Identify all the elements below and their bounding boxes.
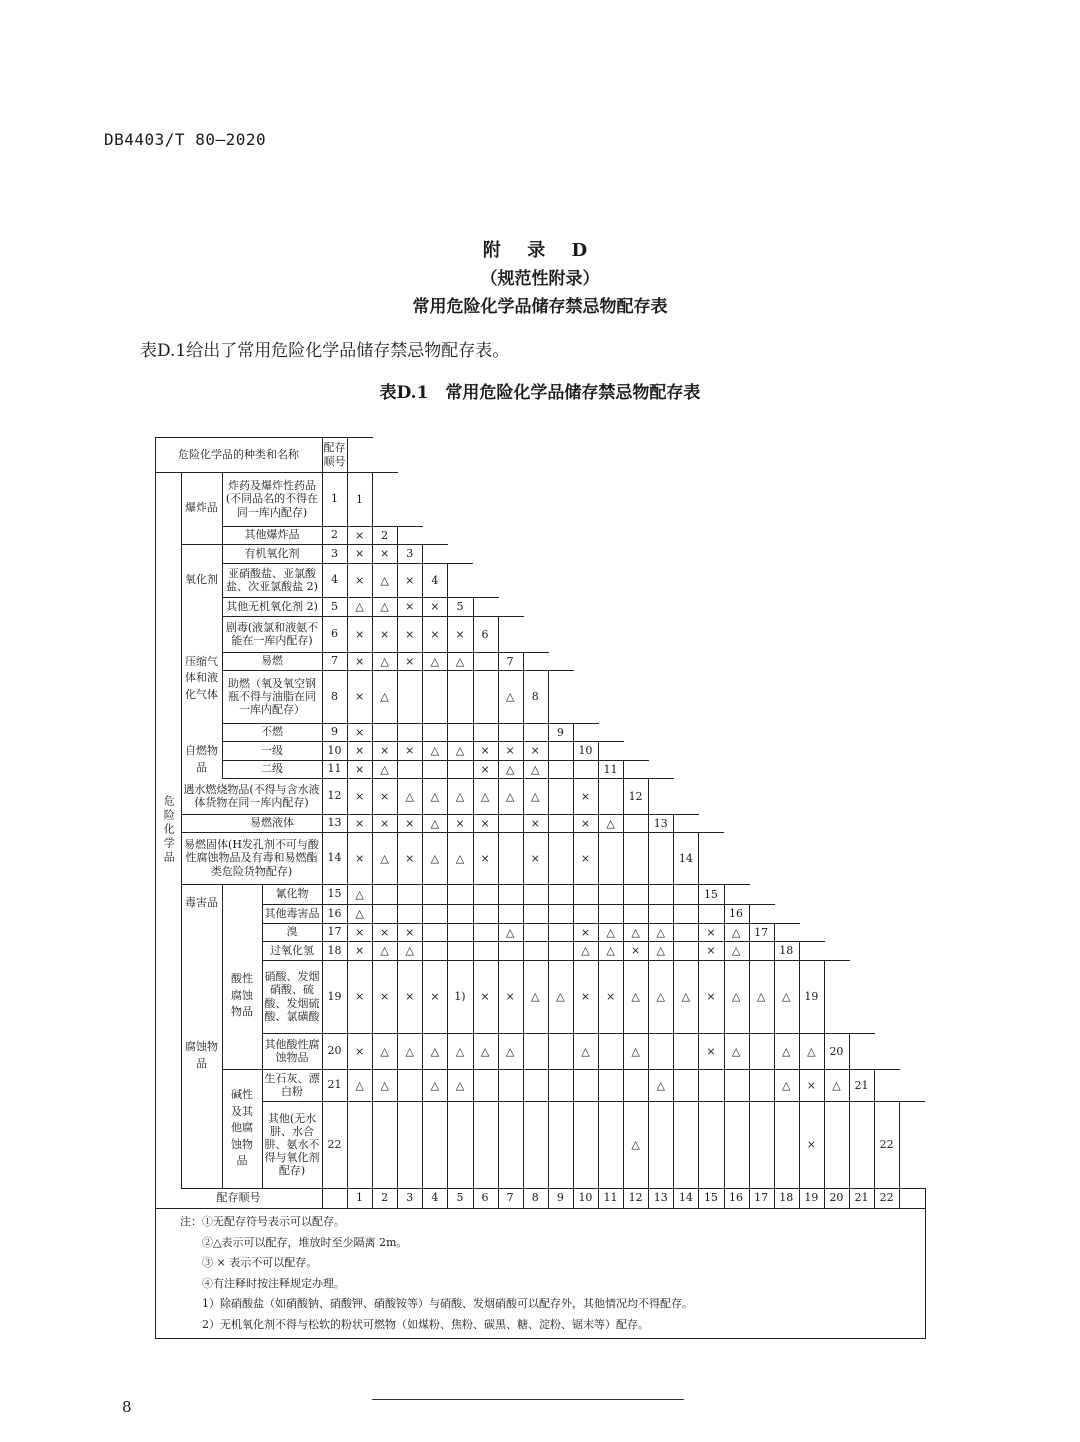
row-name: 易燃: [261, 654, 283, 668]
grid-line: [222, 884, 223, 924]
appendix-name: 常用危险化学品储存禁忌物配存表: [412, 297, 668, 317]
compat-cell: ×: [480, 851, 490, 865]
group-label: 压缩气体和液化气体: [185, 654, 218, 701]
compat-cell: ×: [806, 1138, 816, 1151]
compat-cell: ×: [706, 944, 716, 957]
row-order-number: 15: [327, 887, 342, 901]
compat-cell: △: [656, 1078, 665, 1092]
compat-cell: △: [656, 990, 665, 1003]
column-order-number: 15: [703, 1191, 718, 1205]
row-order-number: 12: [327, 789, 342, 803]
compat-cell: △: [430, 1044, 440, 1058]
row-order-number: 3: [331, 546, 338, 560]
compat-cell: △: [556, 990, 565, 1003]
compat-cell: ×: [405, 744, 415, 757]
grid-line: [262, 923, 263, 1189]
compat-cell: △: [505, 762, 515, 776]
compat-cell: ×: [505, 990, 515, 1003]
compat-cell: ×: [354, 547, 365, 560]
compat-cell: △: [581, 944, 590, 957]
grid-line: [548, 670, 549, 1209]
compat-cell: △: [380, 1044, 389, 1058]
compat-cell: ×: [530, 816, 540, 830]
grid-line: [498, 616, 524, 617]
compat-cell: ×: [380, 816, 390, 830]
row-order-number: 7: [331, 654, 338, 668]
compat-cell: △: [731, 990, 741, 1003]
row-name: 其他爆炸品: [244, 528, 300, 542]
column-order-number: 10: [578, 1191, 593, 1205]
compat-cell: 10: [578, 744, 593, 757]
compat-cell: ×: [706, 1044, 716, 1058]
compat-cell: ×: [605, 990, 616, 1003]
column-order-number: 19: [804, 1191, 819, 1205]
column-order-number: 13: [653, 1191, 668, 1205]
row-name: 硝酸、发烟硝酸、硫酸、发烟硫酸、氯磺酸: [264, 970, 320, 1023]
row-name: 一级: [261, 743, 283, 757]
row-order-number: 18: [327, 943, 342, 957]
row-order-number: 14: [327, 851, 342, 865]
grid-line: [523, 652, 524, 1209]
compat-cell: △: [455, 654, 465, 668]
compat-cell: ×: [405, 851, 415, 865]
grid-line: [849, 1033, 875, 1034]
compat-cell: △: [656, 925, 665, 939]
grid-line: [899, 1101, 900, 1209]
compat-cell: ×: [580, 990, 591, 1003]
compat-cell: △: [380, 851, 389, 865]
grid-line: [181, 472, 182, 1189]
compat-cell: △: [681, 990, 691, 1003]
grid-line: [573, 723, 599, 724]
compat-cell: ×: [354, 925, 365, 939]
row-order-number: 19: [327, 989, 342, 1003]
compat-cell: ×: [354, 627, 365, 641]
grid-line: [925, 1188, 926, 1339]
grid-line: [473, 597, 499, 598]
compat-cell: △: [832, 1078, 841, 1092]
compat-cell: 8: [531, 690, 539, 703]
row-order-number: 17: [327, 925, 342, 939]
compat-cell: 12: [628, 789, 643, 803]
row-order-number: 21: [327, 1078, 342, 1092]
row-name: 易燃液体: [250, 816, 294, 830]
grid-line: [222, 616, 223, 742]
compat-cell: ×: [455, 816, 465, 830]
compat-cell: ×: [480, 816, 490, 830]
compat-cell: ×: [354, 816, 365, 830]
column-order-number: 2: [381, 1191, 389, 1205]
row-order-number: 8: [331, 689, 338, 703]
column-order-number: 12: [628, 1191, 643, 1205]
compat-cell: △: [430, 654, 440, 668]
grid-line: [397, 526, 423, 527]
group-label: 自燃物品: [185, 744, 218, 774]
column-order-number: 14: [678, 1191, 693, 1205]
row-name: 易燃固体(H发孔剂不可与酸性腐蚀物品及有毒和易燃酯类危险货物配存): [184, 838, 319, 878]
row-order-number: 10: [327, 743, 342, 757]
grid-line: [222, 923, 223, 1189]
compat-cell: △: [531, 762, 540, 776]
row-name: 氰化物: [275, 887, 309, 901]
grid-line: [749, 904, 775, 905]
column-order-number: 4: [431, 1191, 439, 1205]
row-name: 炸药及爆炸性药品(不同品名的不得在同一库内配存): [225, 479, 319, 519]
compat-cell: ×: [480, 990, 490, 1003]
compat-cell: 9: [556, 725, 564, 739]
grid-line: [698, 832, 724, 833]
compat-cell: △: [480, 1044, 490, 1058]
grid-line: [824, 960, 850, 961]
grid-line: [548, 670, 574, 671]
grid-line: [155, 1338, 926, 1339]
column-order-number: 18: [779, 1191, 794, 1205]
row-name: 亚硝酸盐、亚氯酸盐、次亚氯酸盐 2): [226, 566, 318, 593]
column-order-number: 17: [754, 1191, 769, 1205]
compat-cell: ×: [354, 528, 365, 542]
outer-category-label: 危险化学品: [162, 795, 176, 865]
table-note: ④有注释时按注释规定办理。: [202, 1276, 345, 1290]
compat-cell: ×: [580, 816, 591, 830]
compat-cell: 1: [356, 492, 364, 506]
group-label: 氧化剂: [185, 572, 218, 586]
row-name: 不燃: [261, 725, 283, 739]
compat-cell: ×: [405, 600, 415, 613]
compat-cell: ×: [380, 627, 390, 641]
column-order-number: 8: [531, 1191, 539, 1205]
column-order-number: 3: [406, 1191, 414, 1205]
document-code: DB4403/T 80—2020: [104, 130, 267, 149]
compat-cell: ×: [354, 1044, 365, 1058]
footer-rule: [372, 1399, 684, 1400]
compat-cell: △: [355, 600, 364, 613]
table-note: 注：①无配存符号表示可以配存。: [180, 1215, 345, 1228]
page-number: 8: [122, 1398, 132, 1416]
compat-cell: △: [531, 789, 540, 803]
row-name: 遇水燃烧物品(不得与含水液体货物在同一库内配存): [183, 782, 320, 809]
compat-cell: ×: [380, 547, 390, 560]
compat-cell: ×: [354, 944, 365, 957]
compat-cell: 22: [879, 1138, 894, 1151]
compat-cell: △: [606, 925, 615, 939]
group-label: 毒害品: [185, 896, 218, 910]
compat-cell: 7: [506, 654, 514, 668]
grid-line: [899, 1101, 925, 1102]
compat-cell: ×: [455, 627, 465, 641]
compat-cell: △: [355, 887, 364, 901]
compat-cell: △: [455, 851, 465, 865]
row-name: 生石灰、漂白粉: [264, 1071, 320, 1098]
row-order-number: 4: [331, 573, 338, 587]
compat-cell: △: [355, 907, 364, 920]
compat-cell: 5: [456, 600, 464, 613]
column-order-number: 20: [829, 1191, 844, 1205]
compat-cell: 4: [431, 573, 439, 587]
compat-cell: △: [455, 744, 465, 757]
compat-cell: △: [380, 600, 389, 613]
compat-cell: ×: [580, 789, 591, 803]
intro-paragraph: 表D.1给出了常用危险化学品储存禁忌物配存表。: [140, 341, 510, 361]
compat-cell: △: [606, 944, 615, 957]
compat-cell: 6: [481, 627, 489, 641]
compat-cell: ×: [430, 990, 440, 1003]
compat-cell: ×: [430, 600, 440, 613]
compat-cell: △: [581, 1044, 590, 1058]
appendix-title: 附 录 D: [482, 240, 598, 261]
compat-cell: △: [631, 1044, 640, 1058]
compat-cell: △: [731, 944, 741, 957]
compat-cell: 15: [703, 887, 718, 901]
compat-cell: △: [380, 690, 389, 703]
compat-cell: 11: [603, 762, 618, 776]
compat-cell: ×: [706, 990, 716, 1003]
column-order-number: 16: [729, 1191, 744, 1205]
compat-cell: ×: [354, 725, 365, 739]
compat-cell: ×: [405, 654, 415, 668]
compat-cell: △: [731, 1044, 741, 1058]
compat-cell: 16: [729, 907, 744, 920]
compat-cell: ×: [354, 573, 365, 587]
grid-line: [673, 814, 699, 815]
compat-cell: ×: [530, 851, 540, 865]
compat-cell: ×: [380, 990, 390, 1003]
compat-cell: △: [782, 990, 791, 1003]
compat-cell: 20: [829, 1044, 844, 1058]
compat-cell: △: [405, 1044, 414, 1058]
compat-cell: 21: [854, 1078, 869, 1092]
row-name: 过氧化氢: [270, 943, 314, 957]
compat-cell: △: [505, 789, 515, 803]
compat-cell: ×: [405, 925, 415, 939]
grid-line: [623, 760, 649, 761]
row-name: 剧毒(液氯和液氨不能在一库内配存): [225, 620, 319, 647]
compat-cell: 17: [754, 925, 769, 939]
grid-line: [473, 597, 474, 1209]
compat-cell: △: [480, 789, 490, 803]
compat-cell: ×: [405, 816, 415, 830]
compat-cell: ×: [354, 990, 365, 1003]
compat-cell: △: [656, 944, 665, 957]
grid-line: [849, 1033, 850, 1209]
table-title: 表D.1 常用危险化学品储存禁忌物配存表: [379, 383, 701, 403]
row-order-number: 20: [327, 1044, 342, 1058]
compat-cell: △: [380, 573, 389, 587]
compat-cell: △: [631, 990, 640, 1003]
compat-cell: 2: [381, 528, 389, 542]
grid-line: [724, 884, 750, 885]
compat-cell: △: [782, 1078, 791, 1092]
compat-cell: △: [455, 789, 465, 803]
row-order-number: 9: [331, 725, 338, 739]
grid-line: [598, 741, 624, 742]
group-label: 腐蚀物品: [185, 1040, 218, 1070]
grid-line: [222, 741, 223, 779]
grid-line: [648, 778, 674, 779]
grid-line: [523, 652, 549, 653]
compat-cell: 14: [678, 851, 693, 865]
compat-cell: △: [505, 925, 515, 939]
compat-cell: ×: [354, 690, 365, 703]
compat-cell: △: [455, 1044, 465, 1058]
compat-cell: ×: [480, 762, 490, 776]
grid-line: [422, 544, 448, 545]
compat-cell: ×: [631, 944, 641, 957]
row-name: 其他无机氧化剂 2): [226, 599, 318, 613]
column-order-number: 21: [854, 1191, 869, 1205]
compat-cell: ×: [430, 627, 440, 641]
column-order-number: 22: [879, 1191, 894, 1205]
compat-cell: ×: [405, 627, 415, 641]
compat-cell: △: [505, 690, 515, 703]
table-note: 1）除硝酸盐（如硝酸钠、硝酸钾、硝酸铵等）与硝酸、发烟硝酸可以配存外，其他情况均不得配存。: [202, 1297, 693, 1310]
grid-line: [874, 1069, 900, 1070]
compat-cell: ×: [380, 789, 390, 803]
compat-cell: ×: [405, 990, 415, 1003]
row-order-number: 13: [327, 816, 342, 830]
compat-cell: △: [430, 816, 440, 830]
row-name: 其他毒害品: [264, 906, 320, 920]
row-name: 助燃（氧及氧空钢瓶不得与油脂在同一库内配存）: [228, 676, 316, 717]
compat-cell: △: [505, 1044, 515, 1058]
compat-cell: △: [782, 1044, 791, 1058]
compat-cell: △: [631, 1138, 640, 1151]
compat-cell: ×: [706, 925, 716, 939]
row-name: 其他(无水肼、水合肼、氨水不得与氧化剂配存): [264, 1111, 320, 1178]
row-order-number: 2: [331, 528, 338, 542]
compat-cell: 1): [454, 990, 466, 1003]
header-name-cell: 危险化学品的种类和名称: [178, 447, 299, 461]
compat-cell: △: [380, 944, 389, 957]
compat-cell: △: [405, 789, 414, 803]
grid-line: [222, 544, 223, 617]
compat-cell: △: [531, 990, 540, 1003]
subgroup-label: 碱性及其他腐蚀物品: [231, 1088, 253, 1168]
compat-cell: △: [380, 762, 389, 776]
compat-cell: △: [380, 1078, 389, 1092]
compat-cell: △: [405, 944, 414, 957]
column-order-number: 1: [356, 1191, 364, 1205]
compat-cell: ×: [380, 925, 390, 939]
compat-cell: △: [455, 1078, 465, 1092]
appendix-subtitle: （规范性附录）: [480, 269, 600, 289]
compat-cell: ×: [354, 744, 365, 757]
column-order-number: 6: [481, 1191, 489, 1205]
table-note: ②△表示可以配存，堆放时至少隔离 2m。: [202, 1235, 408, 1249]
compat-cell: △: [731, 925, 741, 939]
grid-line: [155, 1208, 926, 1209]
compat-cell: △: [756, 990, 766, 1003]
compat-cell: △: [807, 1044, 816, 1058]
row-order-number: 16: [327, 906, 342, 920]
column-order-number: 9: [556, 1191, 564, 1205]
compat-cell: 18: [779, 944, 794, 957]
compat-cell: △: [631, 925, 640, 939]
compat-cell: ×: [580, 851, 591, 865]
row-name: 其他酸性腐蚀物品: [264, 1037, 320, 1064]
row-order-number: 6: [331, 627, 338, 641]
row-order-number: 1: [331, 492, 338, 506]
compat-cell: △: [355, 1078, 364, 1092]
compat-cell: ×: [405, 573, 415, 587]
column-order-number: 11: [603, 1191, 618, 1205]
bottom-order-label: 配存顺号: [216, 1191, 261, 1205]
compat-cell: △: [430, 744, 440, 757]
grid-line: [262, 884, 263, 924]
compat-cell: ×: [480, 744, 490, 757]
table-note: 2）无机氧化剂不得与松软的粉状可燃物（如煤粉、焦粉、碳黑、糖、淀粉、锯末等）配存。: [202, 1317, 649, 1331]
column-order-number: 5: [456, 1191, 464, 1205]
compat-cell: △: [430, 851, 440, 865]
compat-cell: ×: [580, 925, 591, 939]
row-name: 二级: [261, 762, 283, 776]
grid-line: [774, 923, 800, 924]
compat-cell: ×: [380, 744, 390, 757]
compat-cell: △: [380, 654, 389, 668]
compat-cell: 13: [653, 816, 668, 830]
column-order-number: 7: [506, 1191, 514, 1205]
row-name: 有机氧化剂: [244, 546, 300, 560]
subgroup-label: 酸性腐蚀物品: [231, 972, 253, 1019]
grid-line: [447, 563, 473, 564]
table-note: ③ × 表示不可以配存。: [202, 1256, 318, 1269]
grid-line: [222, 472, 223, 545]
compat-cell: ×: [806, 1078, 816, 1092]
row-order-number: 11: [327, 762, 342, 776]
compat-cell: 3: [406, 547, 414, 560]
row-order-number: 22: [327, 1137, 342, 1151]
group-label: 爆炸品: [185, 500, 218, 514]
compat-cell: 19: [804, 990, 819, 1003]
header-order-cell: 配存顺号: [323, 441, 346, 468]
grid-line: [799, 941, 825, 942]
compat-cell: △: [606, 816, 615, 830]
compat-cell: △: [430, 789, 440, 803]
compat-cell: ×: [505, 744, 515, 757]
compat-cell: ×: [530, 744, 540, 757]
compat-cell: ×: [354, 762, 365, 776]
compat-cell: △: [430, 1078, 440, 1092]
grid-line: [749, 904, 750, 1209]
compat-cell: ×: [354, 789, 365, 803]
compat-cell: ×: [354, 654, 365, 668]
grid-line: [372, 472, 398, 473]
row-order-number: 5: [331, 599, 338, 613]
row-name: 溴: [286, 925, 298, 939]
compat-cell: ×: [354, 851, 365, 865]
